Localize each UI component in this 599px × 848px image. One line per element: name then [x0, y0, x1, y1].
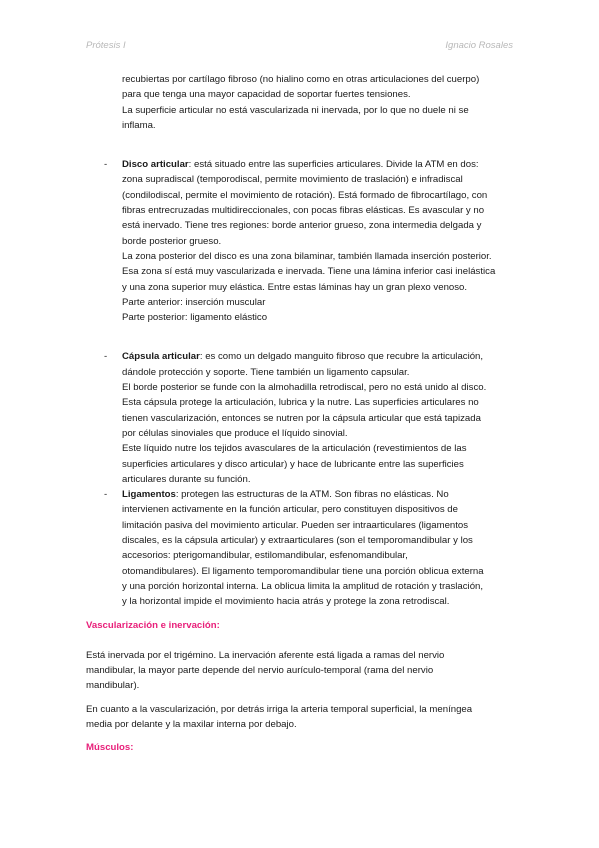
paragraph-inervacion	[86, 648, 516, 694]
list-dash: -	[104, 351, 108, 363]
text-line: media por delante y la maxilar interna por debajo.	[86, 718, 297, 730]
text-line: Parte anterior: inserción muscular	[122, 296, 266, 308]
text-line: recubiertas por cartílago fibroso (no hialino como en otras articulaciones del cuerpo)	[122, 74, 480, 85]
section-heading-musculos: Músculos:	[86, 742, 134, 754]
text-line: otomandibulares). El ligamento temporomandibular tiene una porción oblicua externa	[122, 565, 484, 577]
text-line: Parte posterior: ligamento elástico	[122, 312, 268, 324]
intro-paragraph	[86, 72, 516, 133]
text-line: (condilodiscal, permite el movimiento de rotación). Está formado de fibrocartílago, con	[122, 189, 488, 201]
text-line: y una zona superior muy elástica. Entre estas láminas hay un gran plexo venoso.	[122, 281, 468, 293]
list-item-capsula	[86, 349, 516, 487]
text-line: intervienen activamente en la función articular, pero constituyen dispositivos de	[122, 504, 458, 516]
text-line: zona supradiscal (temporodiscal, permite movimiento de traslación) e infradiscal	[122, 174, 463, 186]
text-line: La superficie articular no está vascularizada ni inervada, por lo que no duele ni se	[122, 104, 469, 116]
text-line: La zona posterior del disco es una zona bilaminar, también llamada inserción posterior.	[122, 250, 492, 262]
text-line: para que tenga una mayor capacidad de soportar fuertes tensiones.	[122, 89, 411, 101]
term-ligamentos: Ligamentos	[122, 489, 176, 501]
text-line: está inervado. Tiene tres regiones: borde anterior grueso, zona intermedia delgada y	[122, 220, 482, 232]
term-capsula: Cápsula articular	[122, 351, 200, 363]
text-line: Disco articular: está situado entre las superficies articulares. Divide la ATM en dos:	[122, 159, 479, 171]
text-line: mandibular).	[86, 680, 140, 692]
text-line: Cápsula articular: es como un delgado manguito fibroso que recubre la articulación,	[122, 351, 484, 363]
section-heading-vascularizacion: Vascularización e inervación:	[86, 619, 220, 631]
text-line: Esta cápsula protege la articulación, lubrica y la nutre. Las superficies articulares no	[122, 397, 479, 409]
text-line: accesorios: pterigomandibular, estilomandibular, esfenomandibular,	[122, 550, 408, 562]
text-line: El borde posterior se funde con la almohadilla retrodiscal, pero no está unido al disco.	[122, 382, 487, 394]
text-line: dándole protección y soporte. Tiene también un ligamento capsular.	[122, 366, 410, 378]
header-course: Prótesis I	[86, 40, 126, 51]
text-line: mandibular, la mayor parte depende del nervio aurículo-temporal (rama del nervio	[86, 665, 434, 677]
text-line: tienen vascularización, entonces se nutren por la cápsula articular que está tapizada	[122, 412, 481, 424]
text-line: y una porción horizontal interna. La oblicua limita la amplitud de rotación y traslación,	[122, 580, 484, 592]
text-line: Este líquido nutre los tejidos avasculares de la articulación (revestimientos de las	[122, 443, 467, 455]
text-line: superficies articulares y disco articular) y hace de lubricante entre las superficies	[122, 458, 464, 470]
list-item-disco	[86, 157, 516, 325]
header-author: Ignacio Rosales	[445, 40, 513, 51]
list-item-ligamentos	[86, 487, 516, 609]
text-line: articulares durante su función.	[122, 473, 251, 485]
text-line: Esa zona sí está muy vascularizada e inervada. Tiene una lámina inferior casi inelástica	[122, 266, 496, 278]
text-line: En cuanto a la vascularización, por detrás irriga la arteria temporal superficial, la meníngea	[86, 703, 473, 715]
document-body	[86, 72, 516, 756]
text-line: fibras entrecruzadas multidireccionales, con pocas fibras elásticas. Es avascular y no	[122, 205, 485, 217]
text-line: y la horizontal impide el movimiento hacia atrás y protege la zona retrodiscal.	[122, 596, 450, 608]
paragraph-vascularizacion	[86, 702, 516, 733]
text-line: Está inervada por el trigémino. La inervación aferente está ligada a ramas del nervio	[86, 649, 445, 661]
term-disco: Disco articular	[122, 159, 189, 171]
text-line: inflama.	[122, 119, 156, 131]
text-line: Ligamentos: protegen las estructuras de la ATM. Son fibras no elásticas. No	[122, 489, 449, 501]
page-header	[86, 40, 513, 54]
text-line: discales, es la cápsula articular) y extraarticulares (son el temporomandibular y los	[122, 535, 473, 547]
list-dash: -	[104, 489, 108, 501]
list-dash: -	[104, 159, 108, 171]
text-line: borde posterior grueso.	[122, 235, 222, 247]
text-line: por células sinoviales que produce el líquido sinovial.	[122, 427, 348, 439]
text-line: limitación pasiva del movimiento articular. Pueden ser intraarticulares (ligamentos	[122, 519, 469, 531]
